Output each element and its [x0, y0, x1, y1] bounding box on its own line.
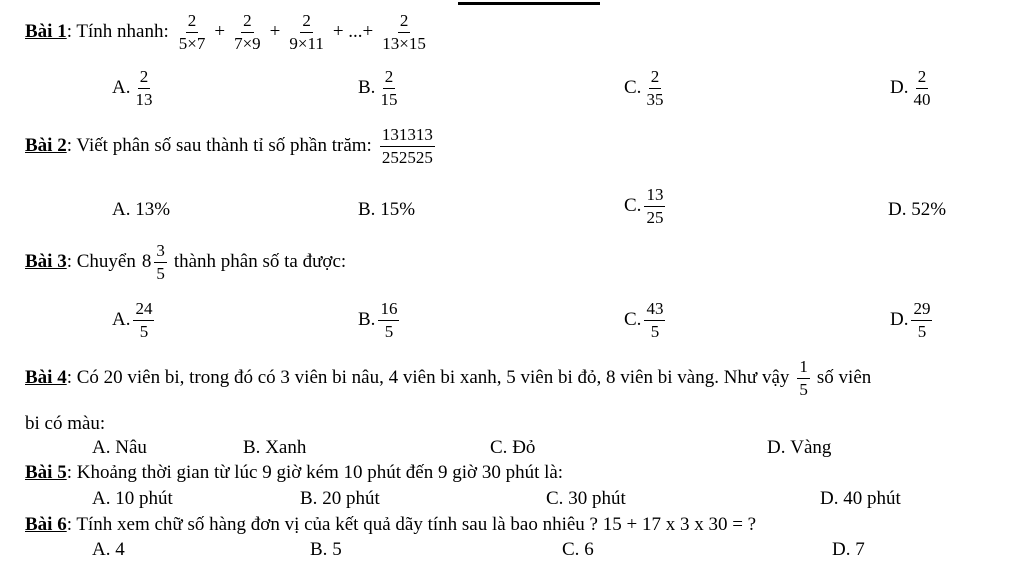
question-1-option-b[interactable]: B. $\frac{2}{15}$ — [358, 67, 398, 109]
mixed-number: 8 $\frac{3}{5}$ — [141, 241, 165, 283]
question-4-option-d[interactable]: D. Vàng — [767, 437, 832, 458]
question-2-option-b[interactable]: B. 15% — [358, 199, 416, 220]
question-6-option-a[interactable]: A. 4 — [92, 539, 125, 560]
top-border-line — [458, 2, 600, 5]
question-2-option-d[interactable]: D. 52% — [888, 199, 947, 220]
ellipsis-plus: + ...+ — [332, 21, 374, 43]
option-fraction: $\frac{13}{25}$ — [646, 185, 664, 227]
question-2-stem — [25, 126, 438, 167]
option-fraction: $\frac{2}{13}$ — [135, 67, 153, 109]
question-3-label: Bài 3 — [25, 251, 67, 273]
question-1-option-a[interactable]: A. $\frac{2}{13}$ — [112, 67, 153, 109]
question-1-term-3: $\frac{2}{9\times 11}$ — [289, 11, 324, 53]
question-5-option-b[interactable]: B. 20 phút — [300, 488, 380, 509]
question-5-option-a[interactable]: A. 10 phút — [92, 488, 173, 509]
question-1-term-1: $\frac{2}{5\times 7}$ — [178, 11, 206, 53]
question-3-text-after: thành phân số ta được: — [173, 251, 347, 273]
option-fraction: $\frac{2}{35}$ — [646, 67, 664, 109]
option-fraction: $\frac{24}{5}$ — [135, 299, 153, 341]
option-fraction: $\frac{43}{5}$ — [646, 299, 664, 341]
question-2-option-a[interactable]: A. 13% — [112, 199, 171, 220]
question-1-label: Bài 1 — [25, 21, 67, 43]
question-4-option-b[interactable]: B. Xanh — [243, 437, 307, 458]
question-3-option-a[interactable]: A. $\frac{24}{5}$ — [112, 299, 153, 341]
question-6-option-b[interactable]: B. 5 — [310, 539, 342, 560]
question-1-term-2: $\frac{2}{7\times 9}$ — [234, 11, 261, 53]
question-3-option-c[interactable]: C. $\frac{43}{5}$ — [624, 299, 664, 341]
question-5-label: Bài 5 — [25, 462, 67, 483]
question-4-line-2: bi có màu: — [25, 413, 106, 434]
question-3-option-b[interactable]: B. $\frac{16}{5}$ — [358, 299, 398, 341]
option-fraction: $\frac{2}{40}$ — [913, 67, 931, 109]
question-5-stem — [25, 462, 563, 484]
question-6-option-c[interactable]: C. 6 — [562, 539, 594, 560]
question-5-option-d[interactable]: D. 40 phút — [820, 488, 901, 509]
question-6-option-d[interactable]: D. 7 — [832, 539, 865, 560]
question-2-label: Bài 2 — [25, 135, 67, 157]
question-4-option-a[interactable]: A. Nâu — [92, 437, 147, 458]
question-2-option-c[interactable]: C. $\frac{13}{25}$ — [624, 185, 664, 227]
option-fraction: $\frac{16}{5}$ — [380, 299, 398, 341]
question-5-text: : Khoảng thời gian từ lúc 9 giờ kém 10 phút đến 9 giờ 30 phút là: — [66, 462, 564, 483]
question-5-option-c[interactable]: C. 30 phút — [546, 488, 626, 509]
question-4-stem — [25, 358, 871, 399]
plus-sign: + — [214, 21, 226, 43]
plus-sign: + — [269, 21, 281, 43]
question-6-text: : Tính xem chữ số hàng đơn vị của kết quả dãy tính sau là bao nhiêu ? 15 + 17 x 3 x 30 = ? — [66, 514, 757, 535]
question-6-stem — [25, 514, 756, 536]
option-fraction: $\frac{2}{15}$ — [380, 67, 398, 109]
question-1-option-c[interactable]: C. $\frac{2}{35}$ — [624, 67, 664, 109]
question-1-text: : Tính nhanh: — [66, 21, 169, 43]
question-1-stem — [25, 12, 431, 53]
question-4-text-before: : Có 20 viên bi, trong đó có 3 viên bi nâu, 4 viên bi xanh, 5 viên bi đỏ, 8 viên bi vàng. Như vậy — [66, 367, 790, 389]
question-4-fraction: $\frac{1}{5}$ — [799, 357, 808, 399]
question-4-text-after: số viên — [816, 367, 872, 389]
question-1-term-4: $\frac{2}{13\times 15}$ — [382, 11, 426, 53]
question-2-fraction: $\frac{131313}{252525}$ — [381, 125, 433, 167]
question-3-stem — [25, 242, 346, 283]
question-3-text-before: : Chuyển — [66, 251, 136, 273]
question-4-label: Bài 4 — [25, 367, 67, 389]
question-2-text: : Viết phân số sau thành tỉ số phần trăm: — [66, 135, 372, 157]
question-4-option-c[interactable]: C. Đỏ — [490, 437, 536, 458]
question-6-label: Bài 6 — [25, 514, 67, 535]
question-3-option-d[interactable]: D. $\frac{29}{5}$ — [890, 299, 931, 341]
option-fraction: $\frac{29}{5}$ — [913, 299, 931, 341]
question-1-option-d[interactable]: D. $\frac{2}{40}$ — [890, 67, 931, 109]
